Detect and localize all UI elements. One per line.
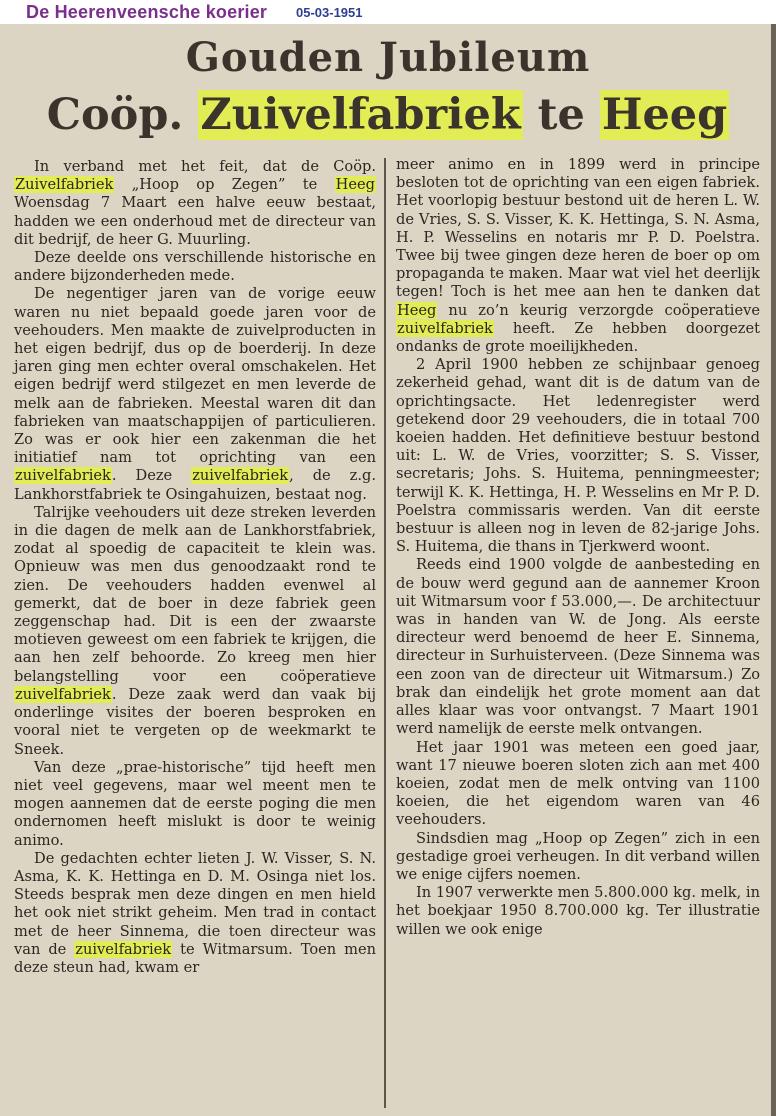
- highlighted-term: zuivelfabriek: [75, 940, 172, 958]
- publication-date: 05-03-1951: [296, 5, 363, 20]
- headline-word-te: te: [537, 90, 585, 140]
- article-paragraph: In 1907 verwerkte men 5.800.000 kg. melk, in het boekjaar 1950 8.700.000 kg. Ter illustratie willen we ook enige: [396, 884, 760, 938]
- highlighted-term: zuivelfabriek: [15, 685, 111, 703]
- clipping-edge: [771, 24, 776, 1116]
- column-divider: [384, 158, 386, 1108]
- highlighted-term: zuivelfabriek: [397, 319, 493, 337]
- article-column-right: [396, 156, 760, 939]
- headline-word-coop: Coöp.: [46, 90, 184, 140]
- headline-word-heeg: Heeg: [601, 90, 728, 140]
- headline-word-zuivelfabriek: Zuivelfabriek: [200, 90, 521, 140]
- archive-header: [0, 0, 776, 24]
- headline-line-1: Gouden Jubileum: [185, 34, 591, 81]
- newspaper-name: De Heerenveensche koerier: [26, 2, 268, 22]
- article-paragraph: Talrijke veehouders uit deze streken leverden in die dagen de melk aan de Lankhorstfabriek, zodat al spoedig de capaciteit te klein was. Opnieuw was men dus genoodzaakt rond te zien. De veehouders hadden evenwel al gemerkt, dat de boer in deze fabriek geen zeggenschap had. Dit is een der zwaarste motieven geweest om een fabriek te krijgen, die aan hen zelf behoorde. Zo kreeg men hier belangstelling voor een coöperatieve zuivelfabriek. Deze zaak werd dan vaak bij onderlinge visites der boeren besproken en vooral niet te vergeten op de weekmarkt te Sneek.: [14, 503, 376, 758]
- article-column-left: [14, 158, 376, 977]
- article-paragraph: meer animo en in 1899 werd in principe besloten tot de oprichting van een eigen fabriek. Het voorlopig bestuur bestond uit de heren L. W. de Vries, S. S. Visser, K. K. Hettinga, S. N. Asma, H. P. Wesselins en notaris mr P. D. Poelstra. Twee bij twee gingen deze heren de boer op om propaganda te maken. Maar wat viel het deerlijk tegen! Toch is het mee aan hen te danken dat Heeg nu zo’n keurig verzorgde coöperatieve zuivelfabriek heeft. Ze hebben doorgezet ondanks de grote moeilijkheden.: [396, 156, 760, 356]
- article-paragraph: 2 April 1900 hebben ze schijnbaar genoeg zekerheid gehad, want dit is de datum van de oprichtingsacte. Het ledenregister werd getekend door 29 veehouders, die in totaal 700 koeien hadden. Het definitieve bestuur bestond uit: L. W. de Vries, voorzitter; S. S. Visser, secretaris; Johs. S. Huitema, penningmeester; terwijl K. K. Hettinga, H. P. Wesselins en Mr P. D. Poelstra commissaris werden. Van dit eerste bestuur is alleen nog in leven de 82-jarige Johs. S. Huitema, die thans in Tjerkwerd woont.: [396, 356, 760, 556]
- highlighted-term: Heeg: [397, 301, 437, 319]
- article-paragraph: Het jaar 1901 was meteen een goed jaar, want 17 nieuwe boeren sloten zich aan met 400 koeien, zodat men de melk ontving van 1100 koeien, die het eigendom waren van 46 veehouders.: [396, 738, 760, 829]
- headline-line-2: [0, 90, 776, 140]
- article-paragraph: In verband met het feit, dat de Coöp. Zuivelfabriek „Hoop op Zegen” te Heeg Woensdag 7 Maart een halve eeuw bestaat, hadden we een onderhoud met de directeur van dit bedrijf, de heer G. Muurling.: [14, 158, 376, 248]
- highlighted-term: zuivelfabriek: [15, 467, 111, 485]
- article-paragraph: Van deze „prae-historische” tijd heeft men niet veel gegevens, maar wel meent men te mogen aannemen dat de eerste poging die men ondernomen heeft mislukt is door te weinig animo.: [14, 758, 376, 849]
- highlighted-term: zuivelfabriek: [192, 467, 289, 485]
- article-paragraph: De gedachten echter lieten J. W. Visser, S. N. Asma, K. K. Hettinga en D. M. Osinga niet los. Steeds besprak men deze dingen en men hield het ook niet strikt geheim. Men trad in contact met de heer Sinnema, die toen directeur was van de zuivelfabriek te Witmarsum. Toen men deze steun had, kwam er: [14, 849, 376, 976]
- article-paragraph: Sindsdien mag „Hoop op Zegen” zich in een gestadige groei verheugen. In dit verband willen we enige cijfers noemen.: [396, 829, 760, 883]
- newspaper-clipping: [0, 24, 776, 1116]
- article-paragraph: Reeds eind 1900 volgde de aanbesteding en de bouw werd gegund aan de aannemer Kroon uit Witmarsum voor f 53.000,—. De architectuur was in handen van W. de Jong. Als eerste directeur werd benoemd de heer E. Sinnema, directeur in Surhuisterveen. (Deze Sinnema was een zoon van de directeur uit Witmarsum.) Zo brak dan eindelijk het grote moment aan dat alles klaar was voor ontvangst. 7 Maart 1901 werd namelijk de eerste melk ontvangen.: [396, 556, 760, 738]
- article-paragraph: Deze deelde ons verschillende historische en andere bijzonderheden mede.: [14, 249, 376, 285]
- article-paragraph: De negentiger jaren van de vorige eeuw waren nu niet bepaald goede jaren voor de veehouders. Men maakte de zuivelproducten in het eigen bedrijf, dus op de boerderij. In deze jaren ging men echter overal omschakelen. Het eigen bedrijf werd stilgezet en men leverde de melk aan de fabrieken. Meestal waren dit dan fabrieken van maatschappijen of particulieren. Zo was er ook hier een zakenman die het initiatief nam tot oprichting van een zuivelfabriek. Deze zuivelfabriek, de z.g. Lankhorstfabriek te Osingahuizen, bestaat nog.: [14, 285, 376, 503]
- highlighted-term: Heeg: [335, 176, 375, 194]
- highlighted-term: Zuivelfabriek: [15, 176, 114, 194]
